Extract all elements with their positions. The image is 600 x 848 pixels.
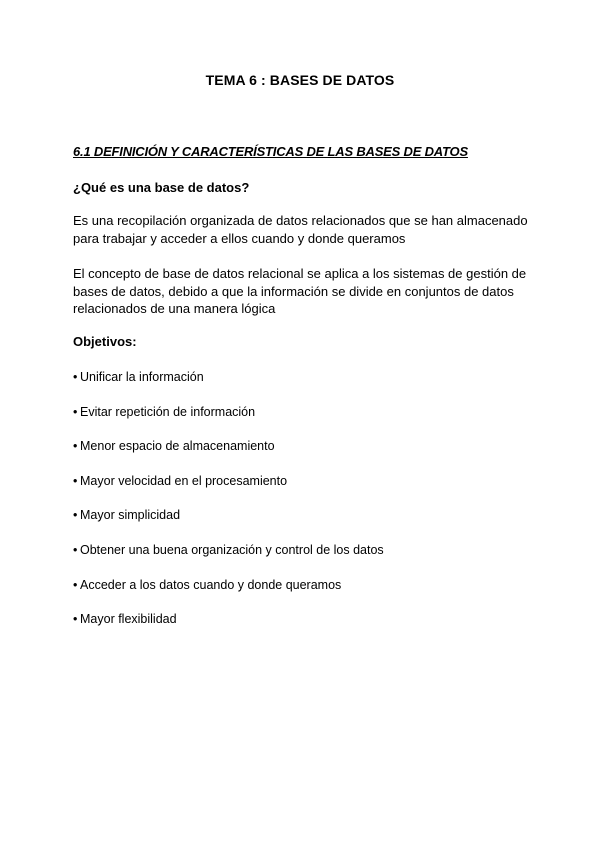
relational-paragraph: El concepto de base de datos relacional se aplica a los sistemas de gestión de bases de datos, debido a que la información se divide en conjuntos de datos relacionados de una manera lógica xyxy=(73,266,527,316)
question-heading: ¿Qué es una base de datos? xyxy=(73,180,250,195)
objective-text: Menor espacio de almacenamiento xyxy=(80,439,275,454)
bullet-icon: • xyxy=(73,473,78,488)
objective-item xyxy=(73,507,384,542)
objective-item xyxy=(73,542,384,577)
bullet-icon: • xyxy=(73,404,78,419)
objective-text: Obtener una buena organización y control de los datos xyxy=(80,542,384,557)
objective-item xyxy=(73,473,384,508)
objectives-label: Objetivos: xyxy=(73,334,137,349)
definition-paragraph: Es una recopilación organizada de datos relacionados que se han almacenado para trabajar y acceder a ellos cuando y donde queramos xyxy=(73,213,528,246)
objective-text: Mayor flexibilidad xyxy=(80,612,177,627)
objective-text: Acceder a los datos cuando y donde queramos xyxy=(80,577,342,592)
objective-text: Mayor velocidad en el procesamiento xyxy=(80,473,288,488)
bullet-icon: • xyxy=(73,439,78,454)
bullet-icon: • xyxy=(73,508,78,523)
document-title: TEMA 6 : BASES DE DATOS xyxy=(205,72,395,88)
objective-item xyxy=(73,438,384,473)
objective-item xyxy=(73,404,384,439)
objective-text: Evitar repetición de información xyxy=(80,404,256,419)
objective-item xyxy=(73,369,384,404)
bullet-icon: • xyxy=(73,542,78,557)
objective-text: Mayor simplicidad xyxy=(80,508,181,523)
bullet-icon: • xyxy=(73,370,78,384)
bullet-icon: • xyxy=(73,577,78,592)
bullet-icon: • xyxy=(73,612,78,627)
objective-text: Unificar la información xyxy=(80,370,204,384)
objective-item xyxy=(73,577,384,612)
objectives-list xyxy=(73,369,384,646)
section-heading: 6.1 DEFINICIÓN Y CARACTERÍSTICAS DE LAS BASES DE DATOS xyxy=(73,144,468,159)
objective-item xyxy=(73,611,384,646)
